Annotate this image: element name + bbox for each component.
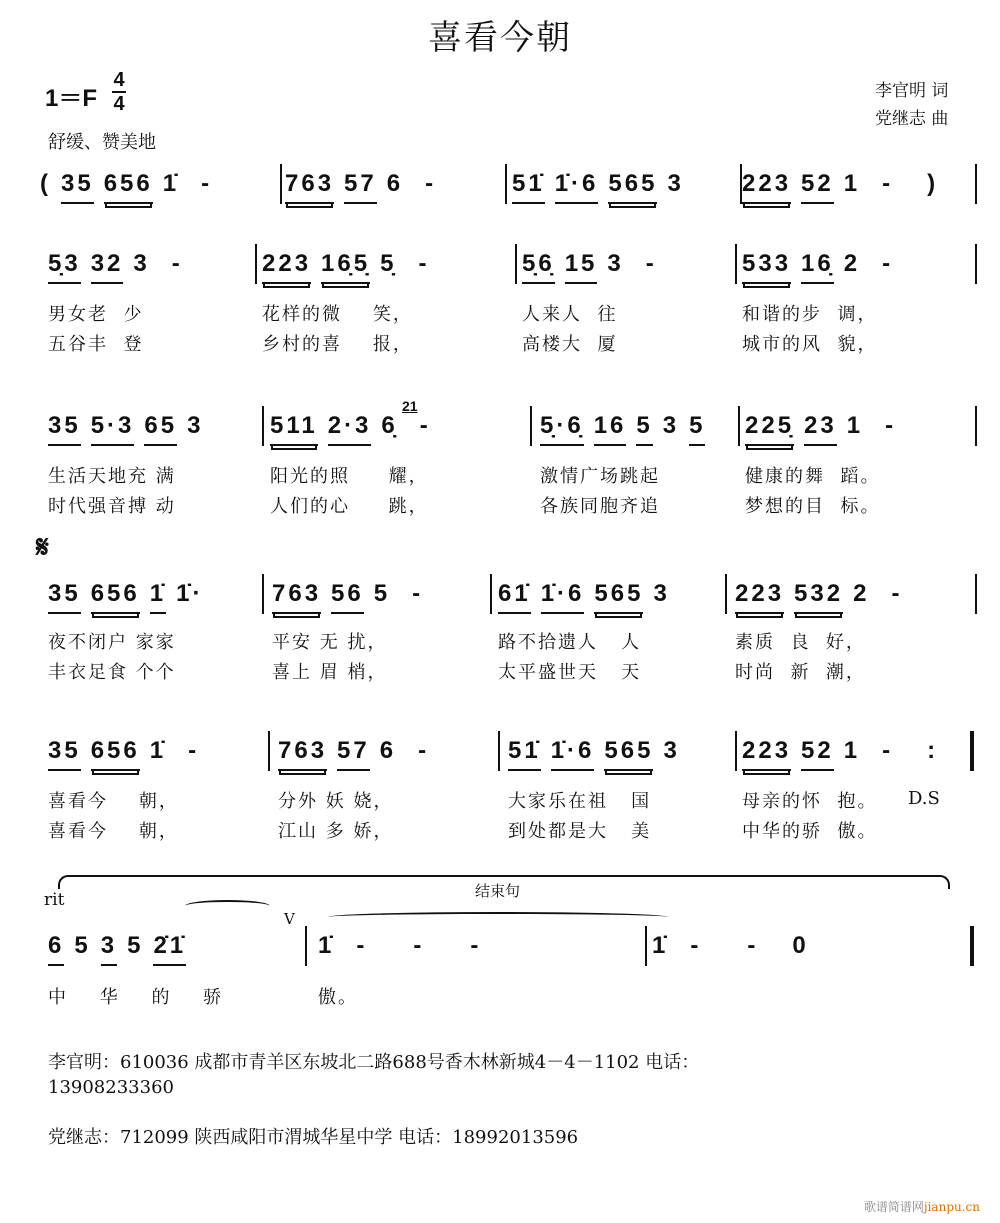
measure (48, 412, 213, 452)
note-group: 51̇ (508, 737, 541, 771)
note-group: 5̣6̣ (522, 250, 555, 284)
lyricist-credit: 李官明 词 (875, 81, 949, 101)
dash-note: - (882, 737, 894, 764)
note-group: 225̣ (745, 412, 794, 446)
note-group: 3 (101, 932, 117, 966)
note-group: 223 (262, 250, 311, 284)
note-group: 15 (565, 250, 598, 284)
lyric-line: 生活天地充 满 (48, 466, 176, 487)
lyric-line: 傲。 (318, 987, 358, 1008)
staff-system (0, 412, 1000, 452)
note-group: 1̇ (652, 932, 669, 959)
note-group: : (927, 737, 939, 764)
tempo-marking: 舒缓、赞美地 (48, 132, 156, 153)
note-group: ) (927, 170, 939, 197)
note-group: 565 (608, 170, 657, 204)
note-group: 1 (846, 412, 864, 439)
note-group: 0 (792, 932, 809, 959)
measure (278, 737, 463, 777)
note-group: 1 (843, 170, 861, 197)
barline (735, 731, 737, 771)
note-group: 2·3 (328, 412, 372, 446)
note-group: 532 (794, 580, 843, 614)
lyric-line: 人们的心 跳， (270, 496, 429, 517)
note-group: 6 (386, 170, 404, 197)
barline (975, 406, 977, 446)
note-group: 1 (843, 737, 861, 764)
dash-note: - (201, 170, 213, 197)
note-group: 2 (853, 580, 870, 607)
lyric-line: 健康的舞 蹈。 (745, 466, 881, 487)
lyric-line: 夜不闭户 家家 (48, 632, 176, 653)
note-group: 35 (61, 170, 94, 204)
note-group: 223 (742, 737, 791, 771)
barline (255, 244, 257, 284)
staff-system (0, 170, 1000, 210)
lyric-line: 人来人 往 (522, 304, 618, 325)
barline (280, 164, 282, 204)
dash-note: - (882, 250, 894, 277)
lyric-line: 丰衣足食 个个 (48, 662, 176, 683)
lyric-line: 母亲的怀 抱。 (742, 791, 878, 812)
final-barline (970, 926, 974, 966)
note-group: 5 (127, 932, 144, 959)
lyric-line: 平安 无 扰， (272, 632, 388, 653)
watermark-cn: 歌谱简谱网 (863, 1200, 924, 1214)
lyric-line: 喜看今 朝， (48, 791, 179, 812)
note-group: 763 (285, 170, 334, 204)
lyric-line: 各族同胞齐追 (540, 496, 660, 517)
measure (40, 170, 246, 210)
lyric-line: 分外 妖 娆， (278, 791, 394, 812)
note-group: ( (40, 170, 51, 197)
lyric-line: 五谷丰 登 (48, 334, 144, 355)
lyric-line: 喜看今 朝， (48, 821, 179, 842)
note-group: 2 (843, 250, 861, 277)
note-group: 65 (144, 412, 177, 446)
note-group: 5 (373, 580, 391, 607)
lyric-line: 乡村的喜 报， (262, 334, 413, 355)
lyric-line: 阳光的照 耀， (270, 466, 429, 487)
measure (262, 250, 463, 290)
measure (735, 580, 936, 620)
measure (48, 580, 213, 620)
barline (645, 926, 647, 966)
barline (735, 244, 737, 284)
dash-note: - (747, 932, 759, 959)
note-group: 5 (636, 412, 652, 446)
lyric-line: 花样的微 笑， (262, 304, 413, 325)
tie (328, 912, 668, 922)
note-group: 1̇ (149, 737, 167, 764)
dash-note: - (419, 412, 431, 439)
note-group: 565 (604, 737, 653, 771)
lyricist-contact: 李官明：610036 成都市青羊区东坡北二路688号香木林新城4－4－1102 电话： (48, 1052, 700, 1073)
measure (318, 932, 515, 972)
composer-credit: 党继志 曲 (875, 109, 949, 129)
note-group: 6 (379, 737, 397, 764)
measure (512, 170, 694, 210)
watermark (864, 1198, 980, 1215)
note-group: 16̣5̣ (321, 250, 370, 284)
measure (48, 932, 196, 972)
note-group: 2̇1̇ (153, 932, 186, 966)
lyric-line: 城市的风 貌， (742, 334, 878, 355)
staff-system (0, 250, 1000, 290)
dash-note: - (188, 737, 200, 764)
note-group: 763 (278, 737, 327, 771)
final-barline (970, 731, 974, 771)
note-group: 6 (48, 932, 64, 966)
note-group: 1̇ (150, 580, 166, 614)
lyric-line: 素质 良 好， (735, 632, 866, 653)
note-group: 35 (48, 412, 81, 446)
note-group: 511 (270, 412, 318, 446)
note-group: 1̇·6 (555, 170, 599, 204)
note-group: 223 (742, 170, 791, 204)
lyric-line: 到处都是大 美 (508, 821, 652, 842)
note-group: 1̇ (162, 170, 180, 197)
note-group: 6̣ (381, 412, 398, 439)
barline (490, 574, 492, 614)
lyric-line: 中 华 的 骄 (48, 987, 236, 1008)
lyric-line: 太平盛世天 天 (498, 662, 642, 683)
barline (975, 244, 977, 284)
note-group: 56 (331, 580, 364, 614)
slur (185, 900, 270, 912)
dash-note: - (418, 250, 430, 277)
ending-label: 结束句 (475, 882, 521, 900)
note-group: 16 (594, 412, 627, 446)
note-group: 3 (133, 250, 150, 277)
barline (498, 731, 500, 771)
dash-note: - (171, 250, 183, 277)
song-title: 喜看今朝 (428, 18, 572, 58)
lyric-line: 江山 多 娇， (278, 821, 394, 842)
dash-note: - (412, 580, 424, 607)
measure (285, 170, 470, 210)
lyric-line: 大家乐在祖 国 (508, 791, 652, 812)
note-group: 763 (272, 580, 321, 614)
breath-mark: V (284, 910, 295, 928)
time-signature (112, 70, 126, 114)
key-signature: 1＝F (45, 85, 98, 112)
lyric-line: 男女老 少 (48, 304, 144, 325)
note-group: 5·3 (91, 412, 135, 446)
lyric-line: 时尚 新 潮， (735, 662, 866, 683)
measure (540, 412, 715, 452)
composer-contact: 党继志：712099 陕西咸阳市渭城华星中学 电话：18992013596 (48, 1127, 579, 1148)
watermark-url: jianpu.cn (923, 1200, 980, 1214)
segno-sign: 𝄋 (36, 530, 49, 565)
dash-note: - (885, 412, 897, 439)
note-group: 3 (663, 737, 680, 764)
note-group: 533 (742, 250, 791, 284)
time-top: 4 (113, 69, 125, 91)
note-group: 23 (804, 412, 837, 446)
ds-marking: D.S (908, 788, 940, 809)
lyric-line: 中华的骄 傲。 (742, 821, 878, 842)
barline (725, 574, 727, 614)
note-group: 1̇·6 (551, 737, 595, 771)
note-group: 32 (91, 250, 124, 284)
measure (742, 250, 927, 290)
measure (272, 580, 457, 620)
time-bottom: 4 (113, 93, 125, 115)
note-group: 5̣·6̣ (540, 412, 584, 446)
note-group: 656 (91, 580, 140, 614)
note-group: 1̇ (318, 932, 335, 959)
barline (740, 164, 742, 204)
note-group: 656 (104, 170, 153, 204)
barline (530, 406, 532, 446)
note-group: 3 (653, 580, 670, 607)
note-group: 5̣3 (48, 250, 81, 284)
dash-note: - (645, 250, 657, 277)
note-group: 5 (689, 412, 705, 446)
lyric-line: 路不拾遗人 人 (498, 632, 642, 653)
barline (268, 731, 270, 771)
dash-note: - (425, 170, 437, 197)
lyric-line: 喜上 眉 梢， (272, 662, 388, 683)
barline (505, 164, 507, 204)
lyric-line: 激情广场跳起 (540, 466, 660, 487)
measure (522, 250, 691, 290)
note-group: 16̣ (801, 250, 834, 284)
barline (975, 574, 977, 614)
note-group: 57 (344, 170, 377, 204)
barline (975, 164, 977, 204)
lyric-line: 高楼大 厦 (522, 334, 618, 355)
lyric-line: 梦想的目 标。 (745, 496, 881, 517)
note-group: 5̣ (380, 250, 397, 277)
note-group: 61̇ (498, 580, 531, 614)
measure (508, 737, 690, 777)
measure (48, 250, 217, 290)
dash-note: - (470, 932, 482, 959)
measure (745, 412, 930, 452)
note-group: 3 (667, 170, 684, 197)
staff-system (0, 580, 1000, 620)
dash-note: - (418, 737, 430, 764)
note-group: 1̇·6 (541, 580, 585, 614)
note-group: 5 (74, 932, 91, 959)
barline (262, 574, 264, 614)
lyricist-phone: 13908233360 (48, 1077, 174, 1098)
note-group: 656 (91, 737, 140, 771)
measure (498, 580, 680, 620)
barline (515, 244, 517, 284)
dash-note: - (413, 932, 425, 959)
dash-note: - (356, 932, 368, 959)
lyric-line: 时代强音搏 动 (48, 496, 176, 517)
measure (742, 170, 948, 210)
note-group: 35 (48, 580, 81, 614)
note-group: 51̇ (512, 170, 545, 204)
note-group: 52 (801, 170, 834, 204)
note-group: 3 (607, 250, 624, 277)
staff-system (0, 932, 1000, 972)
measure (48, 737, 233, 777)
note-group: 223 (735, 580, 784, 614)
staff-system (0, 737, 1000, 777)
barline (305, 926, 307, 966)
dash-note: - (882, 170, 894, 197)
note-group: 57 (337, 737, 370, 771)
dash-note: - (690, 932, 702, 959)
note-group: 3 (187, 412, 204, 439)
contact-info (48, 1050, 699, 1150)
note-group: 35 (48, 737, 81, 771)
measure (652, 932, 819, 972)
lyric-line: 和谐的步 调， (742, 304, 878, 325)
note-group: 1̇· (176, 580, 204, 607)
grace-notes: 21 (402, 398, 418, 414)
measure (270, 412, 465, 452)
measure (742, 737, 948, 777)
dash-note: - (891, 580, 903, 607)
note-group: 565 (594, 580, 643, 614)
note-group: 52 (801, 737, 834, 771)
rit-marking: rit (44, 890, 65, 910)
barline (738, 406, 740, 446)
barline (262, 406, 264, 446)
note-group: 3 (662, 412, 680, 439)
